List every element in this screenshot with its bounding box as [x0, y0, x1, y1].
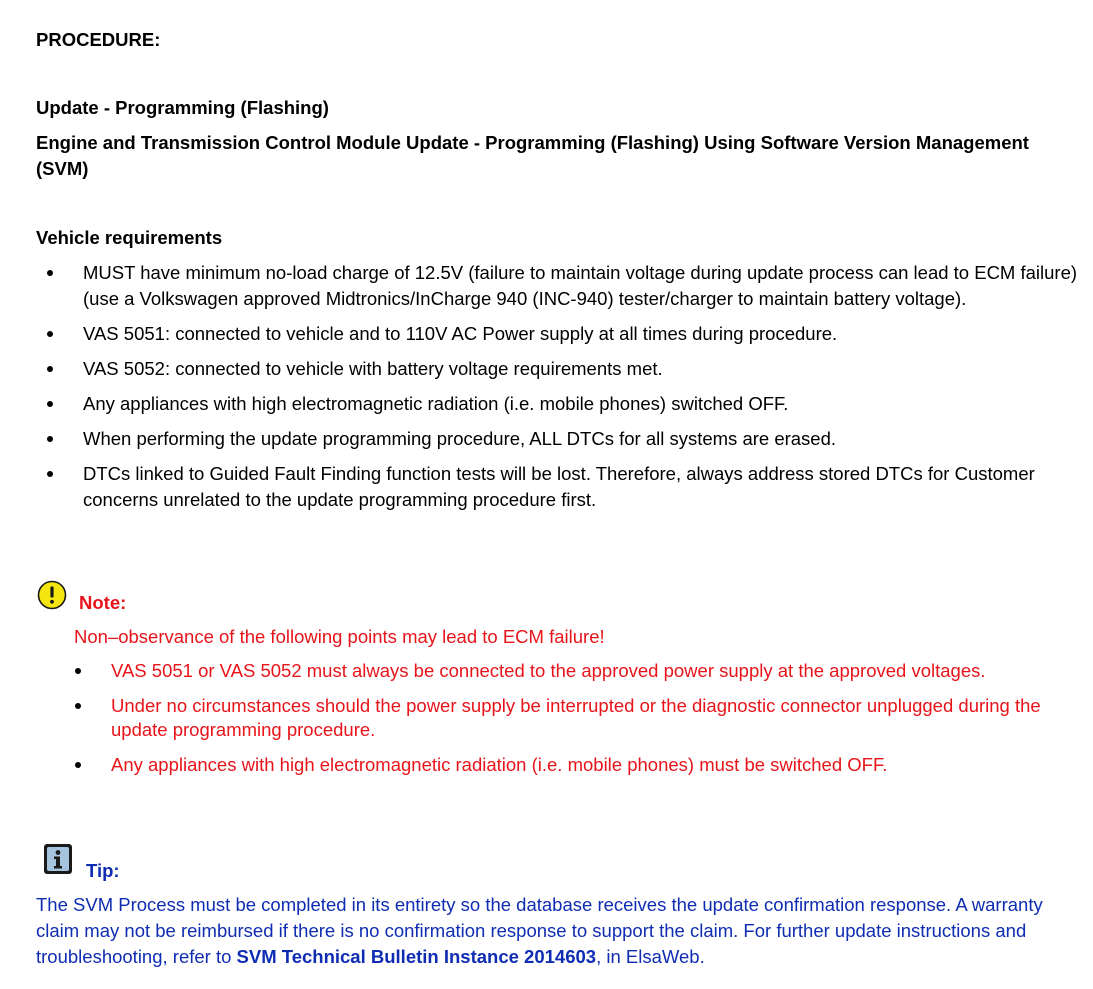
update-heading: Update - Programming (Flashing) [36, 97, 329, 118]
note-list [0, 659, 1093, 777]
bullet-icon [47, 471, 53, 477]
note-intro: Non–observance of the following points may lead to ECM failure! [74, 626, 605, 647]
bulletin-reference: SVM Technical Bulletin Instance 2014603 [236, 946, 597, 967]
bullet-icon [47, 366, 53, 372]
info-icon [43, 843, 73, 875]
bullet-icon [47, 401, 53, 407]
list-item [0, 260, 1088, 312]
list-item-text: VAS 5051: connected to vehicle and to 110V AC Power supply at all times during procedure. [83, 323, 838, 344]
bullet-icon [75, 668, 81, 674]
list-item-text: When performing the update programming procedure, ALL DTCs for all systems are erased. [83, 428, 837, 449]
module-heading: Engine and Transmission Control Module Update - Programming (Flashing) Using Software Version Management (SVM) [36, 132, 1029, 179]
exclamation-circle-icon [37, 580, 67, 610]
note-label: Note: [79, 592, 127, 613]
vehicle-requirements-heading: Vehicle requirements [36, 227, 223, 248]
list-item [0, 694, 1071, 742]
list-item-text: Under no circumstances should the power supply be interrupted or the diagnostic connector unplugged during the update programming procedure. [111, 695, 1041, 740]
list-item [0, 391, 1088, 417]
list-item-text: VAS 5052: connected to vehicle with battery voltage requirements met. [83, 358, 663, 379]
list-item-text: MUST have minimum no-load charge of 12.5V (failure to maintain voltage during update process can lead to ECM failure) (use a Volkswagen approved Midtronics/InCharge 940 (INC-940) tester/charger to maintain battery voltage). [83, 262, 1078, 309]
procedure-heading: PROCEDURE: [36, 29, 161, 50]
tip-text-before: The SVM Process must be completed in its entirety so the database receives the update confirmation response. A warranty claim may not be reimbursed if there is no confirmation response to support the claim. For further update instructions and troubleshooting, refer to [36, 894, 1043, 967]
list-item [0, 356, 1088, 382]
list-item [0, 426, 1088, 452]
list-item-text: Any appliances with high electromagnetic radiation (i.e. mobile phones) must be switched OFF. [111, 754, 888, 775]
bullet-icon [47, 436, 53, 442]
tip-text [36, 892, 1086, 970]
bullet-icon [47, 270, 53, 276]
list-item-text: VAS 5051 or VAS 5052 must always be connected to the approved power supply at the approved voltages. [111, 660, 986, 681]
list-item [0, 461, 1088, 513]
list-item-text: Any appliances with high electromagnetic radiation (i.e. mobile phones) switched OFF. [83, 393, 789, 414]
list-item [0, 321, 1088, 347]
bullet-icon [75, 762, 81, 768]
list-item [0, 753, 1071, 777]
bullet-icon [75, 703, 81, 709]
list-item-text: DTCs linked to Guided Fault Finding function tests will be lost. Therefore, always address stored DTCs for Customer concerns unrelated to the update programming procedure first. [83, 463, 1035, 510]
tip-label: Tip: [86, 860, 120, 881]
vehicle-requirements-list [0, 260, 1093, 513]
tip-text-after: , in ElsaWeb. [596, 946, 705, 967]
list-item [0, 659, 1071, 683]
bullet-icon [47, 331, 53, 337]
